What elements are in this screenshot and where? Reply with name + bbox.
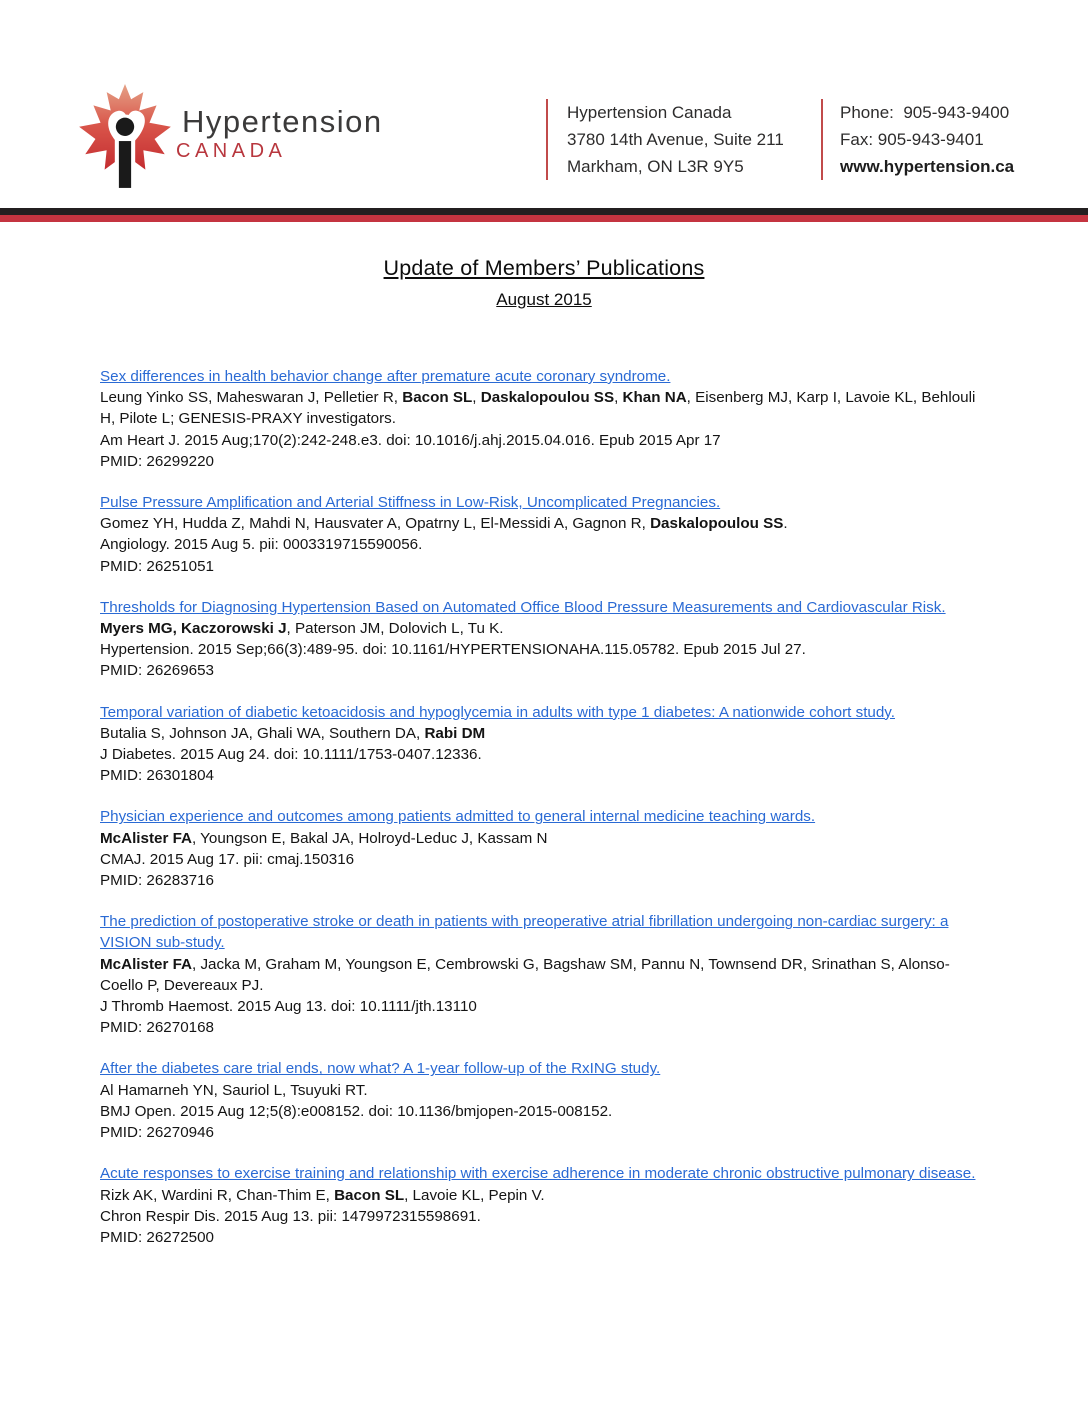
phone-number: Phone: 905-943-9400 bbox=[840, 103, 1010, 122]
publication-authors: Al Hamarneh YN, Sauriol L, Tsuyuki RT. bbox=[100, 1081, 368, 1099]
publication-entry bbox=[100, 702, 988, 787]
publication-title-link[interactable]: Temporal variation of diabetic ketoacidosis and hypoglycemia in adults with type 1 diabetes: A nationwide cohort study. bbox=[100, 703, 895, 721]
publication-citation: J Thromb Haemost. 2015 Aug 13. doi: 10.1111/jth.13110 bbox=[100, 998, 477, 1016]
maple-leaf-logo-icon bbox=[74, 84, 176, 192]
fax-number: Fax: 905-943-9401 bbox=[840, 130, 984, 149]
letterhead bbox=[0, 0, 1088, 222]
publication-pmid: PMID: 26301804 bbox=[100, 767, 214, 785]
publication-title-link[interactable]: Pulse Pressure Amplification and Arterial Stiffness in Low-Risk, Uncomplicated Pregnancies. bbox=[100, 494, 721, 512]
publication-pmid: PMID: 26270168 bbox=[100, 1019, 214, 1037]
address-block bbox=[546, 99, 784, 180]
publication-authors: Butalia S, Johnson JA, Ghali WA, Southern DA, Rabi DM bbox=[100, 724, 486, 742]
publication-pmid: PMID: 26269653 bbox=[100, 662, 214, 680]
divider-red-bar bbox=[0, 215, 1088, 222]
publication-citation: Angiology. 2015 Aug 5. pii: 0003319715590056. bbox=[100, 536, 423, 554]
hypertension-canada-logo bbox=[74, 84, 383, 192]
publication-citation: Hypertension. 2015 Sep;66(3):489-95. doi: 10.1161/HYPERTENSIONAHA.115.05782. Epub 2015 Jul 27. bbox=[100, 641, 806, 659]
address-street: 3780 14th Avenue, Suite 211 bbox=[567, 130, 784, 149]
address-city: Markham, ON L3R 9Y5 bbox=[567, 157, 744, 176]
publication-authors: Rizk AK, Wardini R, Chan-Thim E, Bacon SL, Lavoie KL, Pepin V. bbox=[100, 1186, 545, 1204]
publication-entry bbox=[100, 911, 988, 1038]
publication-authors: McAlister FA, Jacka M, Graham M, Youngson E, Cembrowski G, Bagshaw SM, Pannu N, Townsend DR, Srinathan S, Alonso-Coello P, Devereaux PJ. bbox=[100, 955, 950, 994]
publication-authors: Leung Yinko SS, Maheswaran J, Pelletier R, Bacon SL, Daskalopoulou SS, Khan NA, Eisenberg MJ, Karp I, Lavoie KL, Behlouli H, Pilote L; GENESIS-PRAXY investigators. bbox=[100, 389, 976, 428]
publication-citation: CMAJ. 2015 Aug 17. pii: cmaj.150316 bbox=[100, 850, 355, 868]
publication-entry bbox=[100, 806, 988, 891]
publication-title-link[interactable]: Sex differences in health behavior change after premature acute coronary syndrome. bbox=[100, 368, 671, 385]
publication-authors: Myers MG, Kaczorowski J, Paterson JM, Dolovich L, Tu K. bbox=[100, 620, 504, 638]
website-link[interactable]: www.hypertension.ca bbox=[840, 157, 1015, 176]
publication-pmid: PMID: 26299220 bbox=[100, 452, 214, 470]
page-subtitle: August 2015 bbox=[496, 290, 592, 309]
publication-entry bbox=[100, 366, 988, 472]
publication-entry bbox=[100, 492, 988, 577]
publication-entry bbox=[100, 1058, 988, 1143]
document-title-block bbox=[0, 256, 1088, 310]
publications-list bbox=[100, 366, 988, 1248]
publication-citation: J Diabetes. 2015 Aug 24. doi: 10.1111/1753-0407.12336. bbox=[100, 746, 482, 764]
publication-pmid: PMID: 26251051 bbox=[100, 557, 214, 575]
publication-pmid: PMID: 26272500 bbox=[100, 1228, 214, 1246]
contact-block bbox=[821, 99, 1014, 180]
publication-pmid: PMID: 26270946 bbox=[100, 1124, 214, 1142]
brand-wordmark bbox=[176, 84, 383, 162]
publication-citation: Chron Respir Dis. 2015 Aug 13. pii: 1479972315598691. bbox=[100, 1207, 481, 1225]
header-divider bbox=[0, 208, 1088, 222]
publication-title-link[interactable]: Acute responses to exercise training and relationship with exercise adherence in moderate chronic obstructive pulmonary disease. bbox=[100, 1165, 976, 1183]
publication-title-link[interactable]: Thresholds for Diagnosing Hypertension Based on Automated Office Blood Pressure Measurements and Cardiovascular Risk. bbox=[100, 598, 946, 616]
publication-citation: BMJ Open. 2015 Aug 12;5(8):e008152. doi: 10.1136/bmjopen-2015-008152. bbox=[100, 1102, 613, 1120]
publication-title-link[interactable]: After the diabetes care trial ends, now what? A 1-year follow-up of the RxING study. bbox=[100, 1060, 661, 1078]
brand-country: CANADA bbox=[176, 140, 287, 162]
publication-entry bbox=[100, 597, 988, 682]
publication-entry bbox=[100, 1163, 988, 1248]
brand-name: Hypertension bbox=[182, 104, 383, 139]
publication-authors: McAlister FA, Youngson E, Bakal JA, Holroyd-Leduc J, Kassam N bbox=[100, 829, 548, 847]
publication-citation: Am Heart J. 2015 Aug;170(2):242-248.e3. doi: 10.1016/j.ahj.2015.04.016. Epub 2015 Apr 17 bbox=[100, 431, 721, 449]
publication-title-link[interactable]: Physician experience and outcomes among patients admitted to general internal medicine teaching wards. bbox=[100, 808, 816, 826]
publication-pmid: PMID: 26283716 bbox=[100, 872, 214, 890]
publication-authors: Gomez YH, Hudda Z, Mahdi N, Hausvater A, Opatrny L, El-Messidi A, Gagnon R, Daskalopoulou SS. bbox=[100, 515, 788, 533]
publication-title-link[interactable]: The prediction of postoperative stroke or death in patients with preoperative atrial fibrillation undergoing non-cardiac surgery: a VISION sub-study. bbox=[100, 913, 949, 952]
divider-black-bar bbox=[0, 208, 1088, 215]
page-title: Update of Members’ Publications bbox=[383, 256, 705, 280]
address-org: Hypertension Canada bbox=[567, 103, 732, 122]
